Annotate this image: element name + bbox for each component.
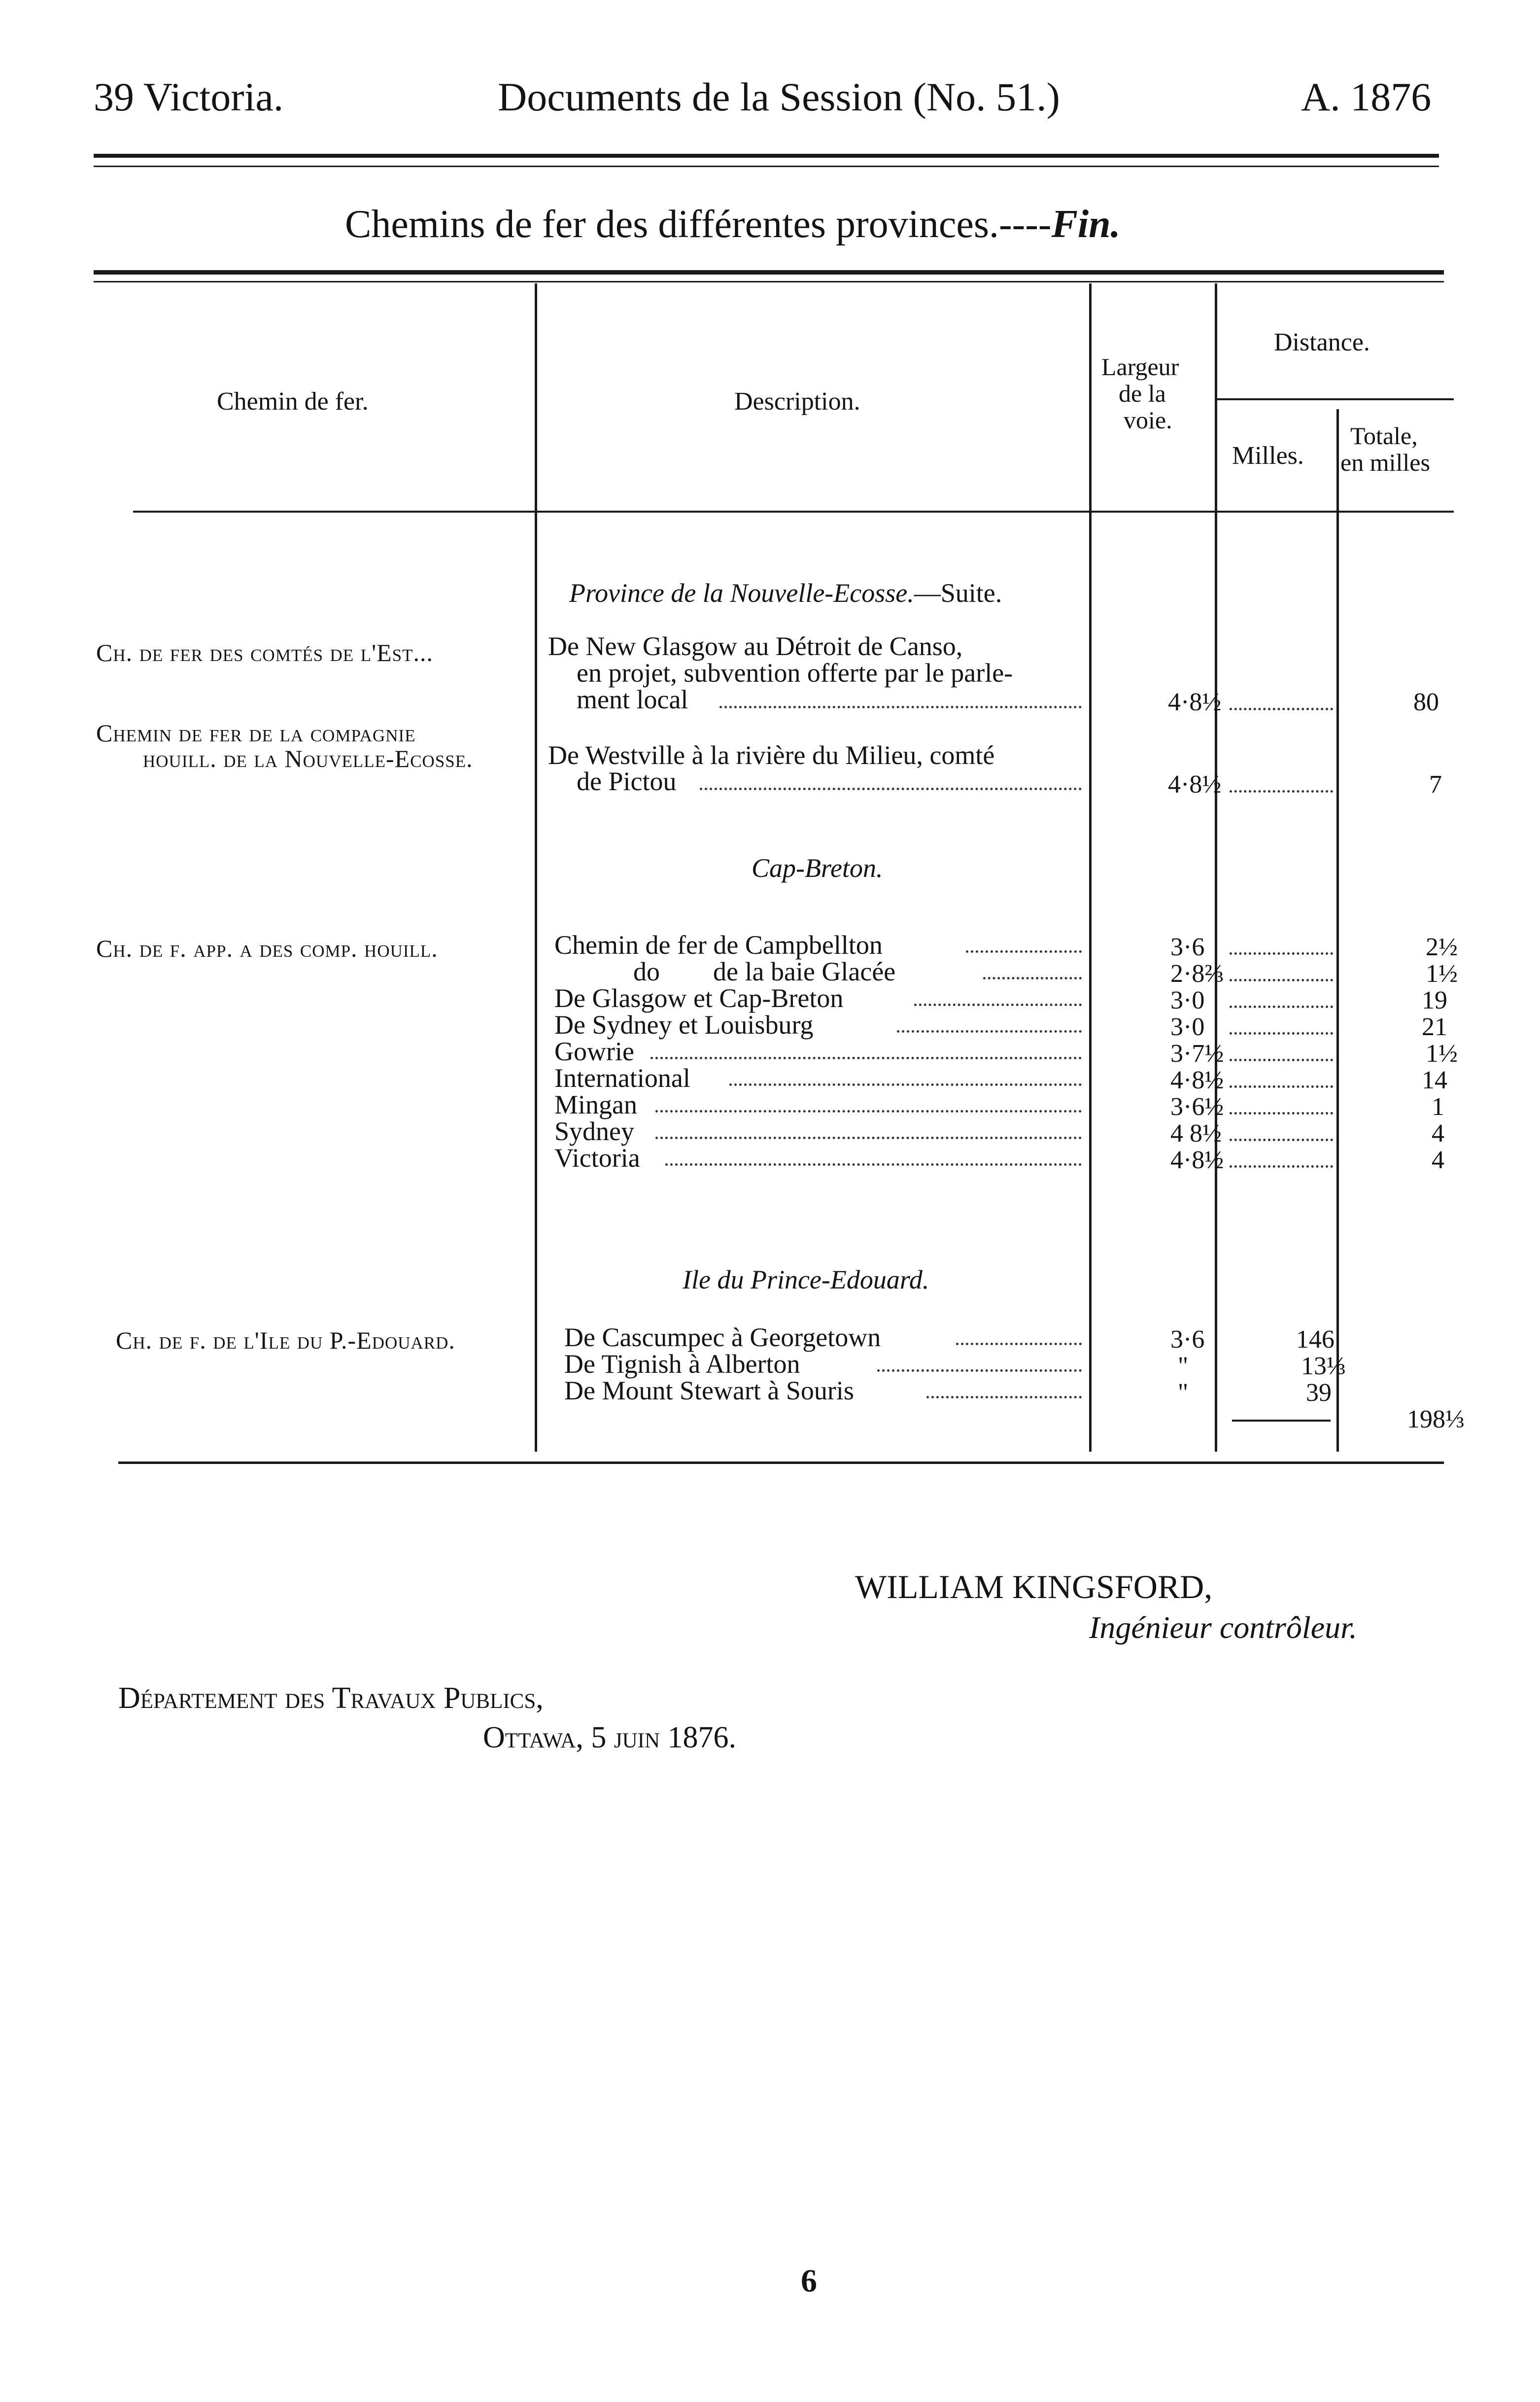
row-description: De Cascumpec à Georgetown <box>564 1323 881 1352</box>
gauge-value: 3·6 <box>1170 933 1205 961</box>
leader-dots <box>914 1004 1082 1006</box>
col-header-gauge-1: Largeur <box>1101 353 1179 381</box>
header-rule-thick <box>94 154 1439 158</box>
distance-subrule <box>1217 398 1454 400</box>
col-header-total-2: en milles <box>1340 449 1430 476</box>
total-value: 7 <box>1429 770 1442 799</box>
col-divider-2 <box>1089 283 1092 1452</box>
gauge-value: " <box>1178 1352 1189 1380</box>
total-value: 1 <box>1432 1093 1444 1121</box>
title-text: Chemins de fer des différentes provinces.---- <box>345 203 1052 246</box>
sum-rule <box>1232 1420 1331 1422</box>
leader-dots <box>655 1110 1082 1113</box>
row-description: De Glasgow et Cap-Breton <box>554 983 844 1013</box>
signature-role: Ingénieur contrôleur. <box>1089 1610 1357 1645</box>
miles-value: 13⅓ <box>1301 1352 1346 1380</box>
leader-dots <box>655 1137 1082 1139</box>
section-title: Ile du Prince-Edouard. <box>683 1265 929 1294</box>
row-description: De Sydney et Louisburg <box>554 1010 814 1040</box>
leader-dots <box>1230 708 1333 710</box>
total-value: 14 <box>1422 1066 1447 1094</box>
section-title: Cap-Breton. <box>752 853 883 883</box>
leader-dots <box>729 1083 1082 1086</box>
leader-dots <box>897 1030 1082 1033</box>
row-description: De Tignish à Alberton <box>564 1349 800 1379</box>
gauge-value: 3·0 <box>1170 1013 1205 1041</box>
table-bottom-rule <box>118 1462 1444 1464</box>
leader-dots <box>956 1343 1082 1345</box>
leader-dots <box>1230 1139 1333 1141</box>
pei-total-value: 198⅓ <box>1407 1405 1465 1433</box>
leader-dots <box>650 1057 1082 1059</box>
leader-dots <box>1230 1059 1333 1061</box>
row-description: de Pictou <box>577 766 677 796</box>
total-value: 1½ <box>1426 1040 1458 1068</box>
header-right: A. 1876 <box>1301 74 1432 119</box>
gauge-value: " <box>1178 1379 1189 1407</box>
miles-value: 39 <box>1306 1379 1332 1407</box>
gauge-value: 3·6 <box>1170 1325 1205 1354</box>
railway-name: Ch. de fer des comtés de l'Est... <box>96 639 433 666</box>
header-center: Documents de la Session (No. 51.) <box>498 74 1060 119</box>
gauge-value: 3·6½ <box>1170 1093 1224 1121</box>
row-description: do de la baie Glacée <box>633 957 896 986</box>
railway-name: Ch. de f. de l'Ile du P.-Edouard. <box>116 1326 455 1354</box>
gauge-value: 4·8½ <box>1168 770 1222 799</box>
row-description: Victoria <box>554 1143 640 1173</box>
leader-dots <box>665 1163 1082 1166</box>
total-value: 4 <box>1432 1119 1444 1148</box>
department-line2: Ottawa, 5 juin 1876. <box>483 1721 737 1754</box>
row-description: Gowrie <box>554 1037 634 1066</box>
gauge-value: 4·8½ <box>1168 688 1222 716</box>
row-description: International <box>554 1063 690 1093</box>
row-description: De Mount Stewart à Souris <box>564 1376 854 1405</box>
column-header-rule <box>133 511 1454 513</box>
col-divider-4 <box>1336 409 1339 1452</box>
section-title-suffix: —Suite. <box>914 578 1002 608</box>
leader-dots <box>1230 979 1333 981</box>
leader-dots <box>1230 1165 1333 1168</box>
leader-dots <box>1230 1112 1333 1114</box>
col-header-gauge-3: voie. <box>1124 406 1172 434</box>
total-value: 19 <box>1422 986 1447 1014</box>
leader-dots <box>926 1396 1082 1398</box>
col-divider-1 <box>535 283 537 1452</box>
miles-value: 146 <box>1296 1325 1335 1354</box>
department-line1: Département des Travaux Publics, <box>118 1681 544 1715</box>
row-description: Sydney <box>554 1116 634 1146</box>
total-value: 4 <box>1432 1146 1444 1174</box>
leader-dots <box>983 977 1082 979</box>
gauge-value: 3·7½ <box>1170 1040 1224 1068</box>
row-description: De New Glasgow au Détroit de Canso, <box>548 631 963 661</box>
col-header-miles: Milles. <box>1232 442 1304 470</box>
total-value: 1½ <box>1426 960 1458 988</box>
section-title-italic: Province de la Nouvelle-Ecosse. <box>569 578 914 608</box>
signature-name: WILLIAM KINGSFORD, <box>855 1568 1213 1605</box>
page-title <box>345 202 1121 247</box>
row-description: en projet, subvention offerte par le parle- <box>577 658 1013 688</box>
col-header-distance: Distance. <box>1274 328 1370 356</box>
title-rule-thick <box>94 270 1444 275</box>
leader-dots <box>1230 1006 1333 1008</box>
col-header-railway: Chemin de fer. <box>217 387 369 416</box>
row-description: ment local <box>577 685 688 714</box>
leader-dots <box>1230 952 1333 955</box>
leader-dots <box>877 1369 1082 1372</box>
section-title <box>569 578 1002 608</box>
row-description: Chemin de fer de Campbellton <box>554 930 883 960</box>
gauge-value: 4·8½ <box>1170 1066 1224 1094</box>
row-description: De Westville à la rivière du Milieu, comté <box>548 740 995 770</box>
leader-dots <box>700 788 1082 790</box>
total-value: 80 <box>1413 688 1439 716</box>
gauge-value: 4·8½ <box>1170 1146 1224 1174</box>
gauge-value: 2·8⅔ <box>1170 960 1224 988</box>
leader-dots <box>1230 1085 1333 1088</box>
col-header-gauge-2: de la <box>1119 380 1166 407</box>
total-value: 2½ <box>1426 933 1458 961</box>
leader-dots <box>1230 1032 1333 1035</box>
railway-name: Ch. de f. app. a des comp. houill. <box>96 935 438 962</box>
col-header-total-1: Totale, <box>1350 422 1418 450</box>
gauge-value: 3·0 <box>1170 986 1205 1014</box>
header-left: 39 Victoria. <box>94 74 284 119</box>
leader-dots <box>1230 790 1333 793</box>
total-value: 21 <box>1422 1013 1447 1041</box>
railway-name: houill. de la Nouvelle-Ecosse. <box>143 745 473 772</box>
title-fin: Fin. <box>1051 203 1121 246</box>
row-description: Mingan <box>554 1090 637 1119</box>
col-divider-3 <box>1215 283 1217 1452</box>
col-header-description: Description. <box>734 387 860 416</box>
page-number: 6 <box>801 2263 817 2299</box>
title-rule-thin <box>94 281 1444 282</box>
header-rule-thin <box>94 166 1439 167</box>
leader-dots <box>719 706 1082 708</box>
leader-dots <box>966 950 1082 953</box>
railway-name: Chemin de fer de la compagnie <box>96 719 416 747</box>
gauge-value: 4 8½ <box>1170 1119 1222 1148</box>
